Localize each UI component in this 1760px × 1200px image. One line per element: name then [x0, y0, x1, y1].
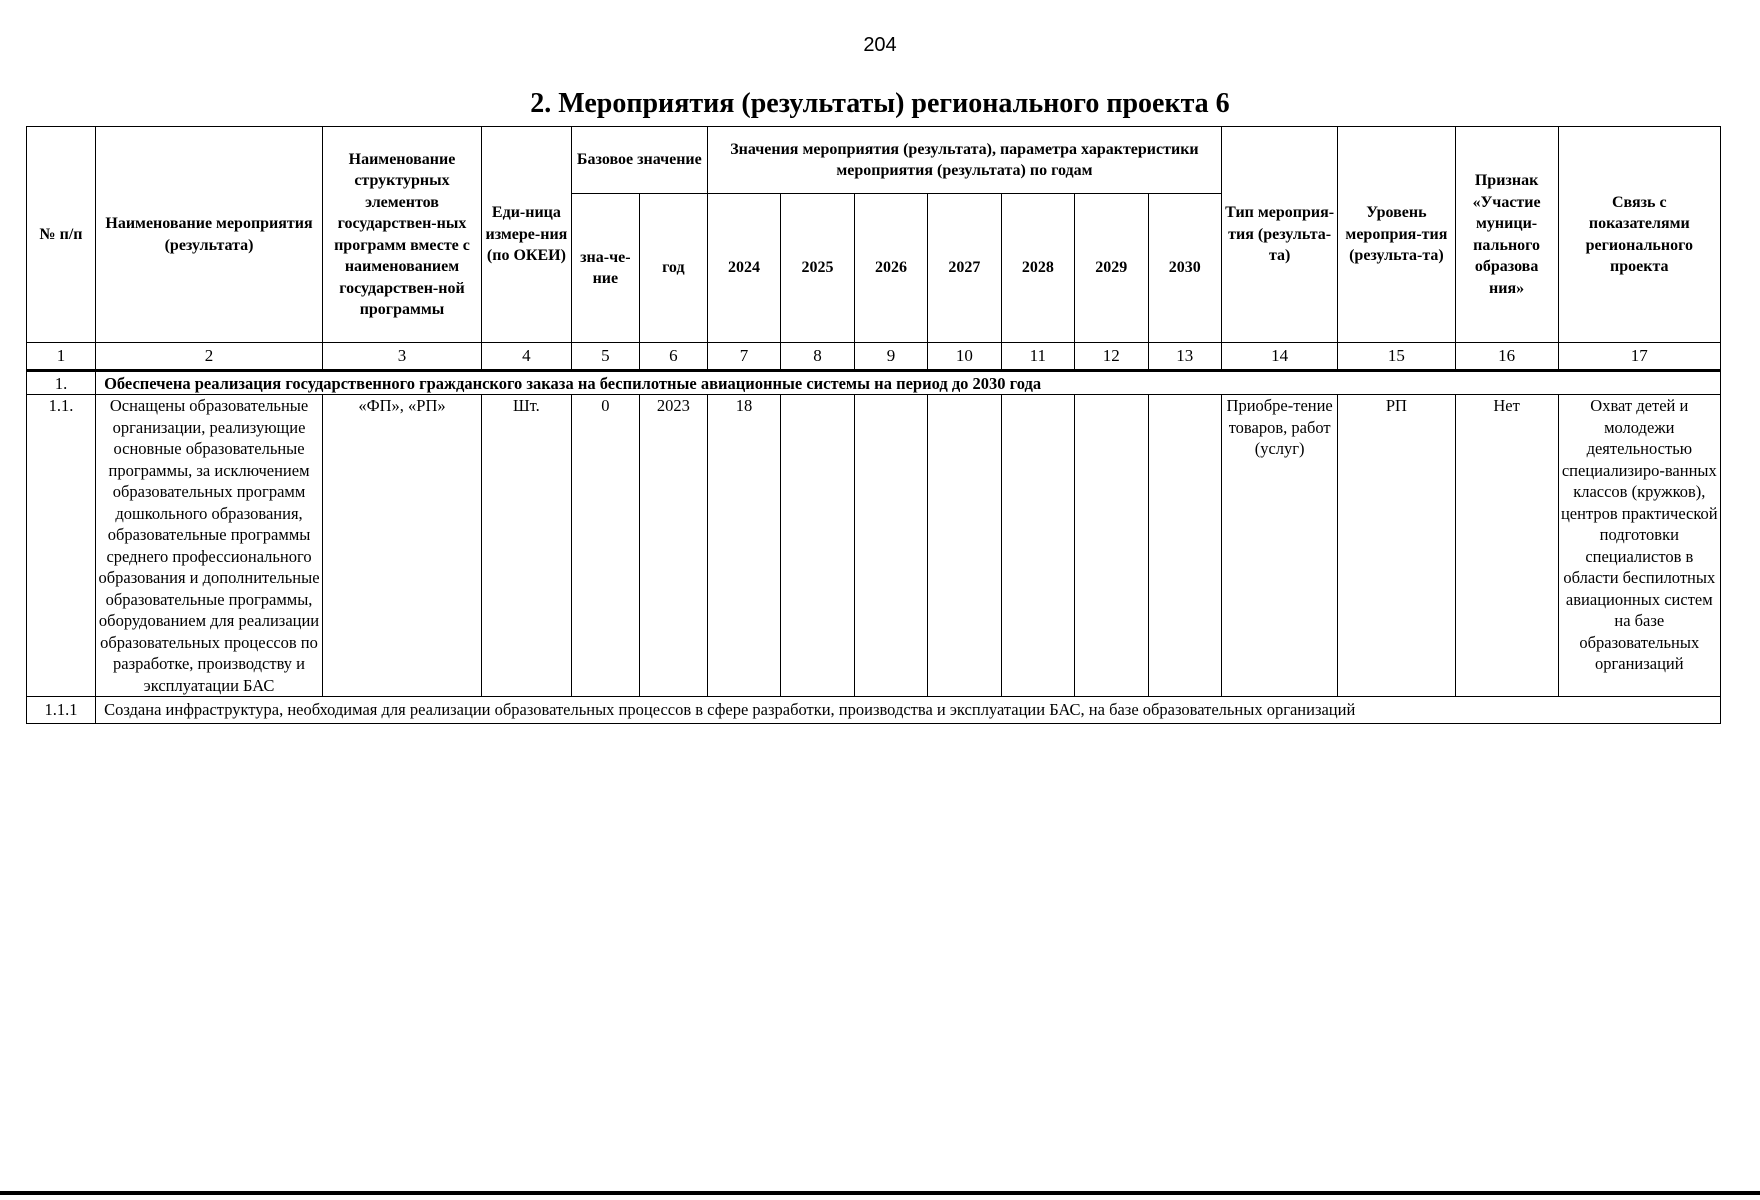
row-value-2029: [1075, 395, 1148, 697]
header-year-2024: 2024: [707, 194, 780, 343]
section-row: [27, 371, 1721, 395]
column-number: 1: [27, 343, 96, 371]
section-number: 1.: [27, 371, 96, 395]
row-value-2024: 18: [707, 395, 780, 697]
row-number: 1.1.: [27, 395, 96, 697]
header-year-2026: 2026: [854, 194, 927, 343]
row-municipal: Нет: [1455, 395, 1558, 697]
header-link: Связь с показателями регионального проекта: [1558, 127, 1720, 343]
header-base-year: год: [639, 194, 707, 343]
page-number: 204: [863, 34, 897, 56]
header-level: Уровень мероприя-тия (результа-та): [1338, 127, 1455, 343]
column-number: 4: [481, 343, 571, 371]
column-number: 5: [571, 343, 639, 371]
row-value-2027: [928, 395, 1001, 697]
section-heading: Обеспечена реализация государственного гражданского заказа на беспилотные авиационные системы на период до 2030 года: [96, 371, 1721, 395]
column-number: 14: [1222, 343, 1338, 371]
column-number: 8: [781, 343, 854, 371]
row-base-value: 0: [571, 395, 639, 697]
header-municipal: Признак «Участие муници-пального образова ния»: [1455, 127, 1558, 343]
subrow: [27, 697, 1721, 724]
column-number: 6: [639, 343, 707, 371]
header-year-2028: 2028: [1001, 194, 1074, 343]
header-year-2030: 2030: [1148, 194, 1222, 343]
column-number: 15: [1338, 343, 1455, 371]
column-number: 16: [1455, 343, 1558, 371]
column-number: 2: [96, 343, 323, 371]
column-number: 10: [928, 343, 1001, 371]
column-number: 3: [323, 343, 482, 371]
results-table: [26, 126, 1721, 724]
row-unit: Шт.: [481, 395, 571, 697]
row-link: Охват детей и молодежи деятельностью специализиро-ванных классов (кружков), центров практической подготовки специалистов в области беспилотных авиационных систем на базе образовательных организаций: [1558, 395, 1720, 697]
row-level: РП: [1338, 395, 1455, 697]
header-unit: Еди-ница измере-ния (по ОКЕИ): [481, 127, 571, 343]
column-number: 12: [1075, 343, 1148, 371]
bottom-rule: [0, 1191, 1760, 1195]
subrow-number: 1.1.1: [27, 697, 96, 724]
row-value-2030: [1148, 395, 1222, 697]
header-base-value: зна-че-ние: [571, 194, 639, 343]
column-number-row: [27, 343, 1721, 371]
column-number: 13: [1148, 343, 1222, 371]
row-value-2026: [854, 395, 927, 697]
header-type: Тип мероприя-тия (результа-та): [1222, 127, 1338, 343]
header-structural: Наименование структурных элементов государствен-ных программ вместе с наименованием государствен-ной программы: [323, 127, 482, 343]
row-base-year: 2023: [639, 395, 707, 697]
header-num: № п/п: [27, 127, 96, 343]
table-row: [27, 395, 1721, 697]
column-number: 7: [707, 343, 780, 371]
row-structural: «ФП», «РП»: [323, 395, 482, 697]
column-number: 17: [1558, 343, 1720, 371]
section-title: 2. Мероприятия (результаты) регионального проекта 6: [530, 88, 1230, 119]
row-value-2028: [1001, 395, 1074, 697]
column-number: 9: [854, 343, 927, 371]
header-base-group: Базовое значение: [571, 127, 707, 194]
subrow-text: Создана инфраструктура, необходимая для реализации образовательных процессов в сфере разработки, производства и эксплуатации БАС, на базе образовательных организаций: [96, 697, 1721, 724]
header-name: Наименование мероприятия (результата): [96, 127, 323, 343]
header-years-group: Значения мероприятия (результата), параметра характеристики мероприятия (результата) по годам: [707, 127, 1221, 194]
column-number: 11: [1001, 343, 1074, 371]
header-year-2027: 2027: [928, 194, 1001, 343]
header-row-1: [27, 127, 1721, 194]
row-name: Оснащены образовательные организации, реализующие основные образовательные программы, за исключением образовательных программ дошкольного образования, образовательные программы среднего профессионального образования и дополнительные образовательные программы, оборудованием для реализации образовательных процессов по разработке, производству и эксплуатации БАС: [96, 395, 323, 697]
row-value-2025: [781, 395, 854, 697]
row-type: Приобре-тение товаров, работ (услуг): [1222, 395, 1338, 697]
header-year-2029: 2029: [1075, 194, 1148, 343]
header-year-2025: 2025: [781, 194, 854, 343]
